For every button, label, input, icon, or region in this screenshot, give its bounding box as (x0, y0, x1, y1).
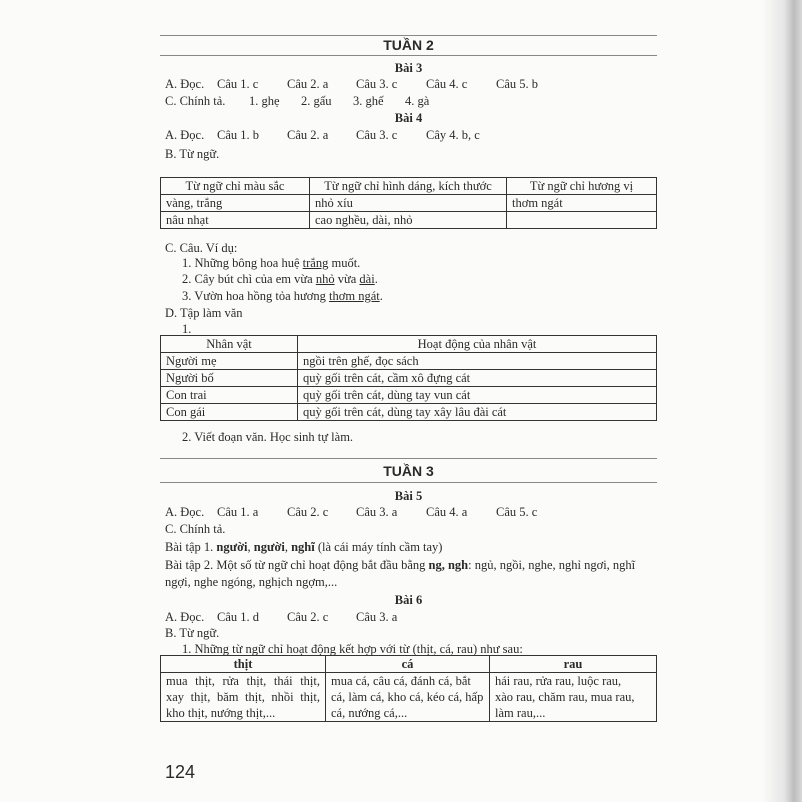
lesson-title: Bài 6 (394, 593, 423, 607)
text: . (374, 272, 378, 286)
answer: Câu 1. a (217, 505, 259, 519)
cell: nhỏ xíu (310, 195, 507, 212)
cell: Con trai (161, 387, 298, 404)
underlined-word: thơm ngát (329, 289, 380, 303)
text: vừa (334, 272, 360, 286)
label: A. Đọc. (165, 505, 205, 519)
underlined-word: dài (359, 272, 375, 286)
answer: Câu 3. a (356, 505, 398, 519)
answer: 4. gà (405, 94, 430, 108)
item-text: 1. Những từ ngữ chỉ hoạt động kết hợp với từ (thịt, cá, rau) như sau: (182, 642, 523, 656)
answer: Câu 2. c (287, 610, 329, 624)
answer: Câu 5. c (496, 505, 538, 519)
divider (160, 55, 657, 56)
answer-line (165, 93, 429, 109)
table-header: Từ ngữ chỉ hình dáng, kích thước (310, 178, 507, 195)
table-header: Nhân vật (161, 336, 298, 353)
text: muốt. (328, 256, 361, 270)
section-label: D. Tập làm văn (165, 306, 243, 320)
table-row (161, 370, 657, 387)
divider (160, 35, 657, 36)
answer: Câu 5. b (496, 77, 539, 91)
cell: cao nghều, dài, nhỏ (310, 212, 507, 229)
table-row (161, 195, 657, 212)
cell (490, 673, 657, 722)
table-header: thịt (161, 656, 326, 673)
cell (326, 673, 490, 722)
table-header: Từ ngữ chỉ màu sắc (161, 178, 310, 195)
lesson-title: Bài 5 (394, 489, 423, 503)
cell-line: mua thịt, rửa thịt, thái thịt, (166, 674, 320, 688)
table-row (161, 353, 657, 370)
cell (507, 212, 657, 229)
answer: Câu 2. a (287, 128, 329, 142)
cell-line: cá, làm cá, kho cá, kéo cá, hấp (331, 690, 484, 704)
answer-line (165, 504, 537, 520)
cell: quỳ gối trên cát, dùng tay vun cát (298, 387, 657, 404)
text: , (284, 540, 292, 554)
week-title: TUẦN 3 (383, 463, 434, 479)
item-text: 2. Viết đoạn văn. Học sinh tự làm. (182, 430, 354, 444)
example-sentence (182, 255, 360, 271)
answer: Câu 3. c (356, 77, 398, 91)
lesson-title: Bài 4 (394, 111, 423, 125)
cell (161, 673, 326, 722)
table-row (161, 212, 657, 229)
lesson-title: Bài 3 (394, 61, 423, 75)
section-label: B. Từ ngữ. (165, 626, 220, 640)
cell-line: xay thịt, băm thịt, nhồi thịt, (166, 690, 320, 704)
label: C. Chính tả. (165, 94, 226, 108)
table-header: Hoạt động của nhân vật (298, 336, 657, 353)
page-edge-shadow (762, 0, 802, 802)
cell: vàng, trắng (161, 195, 310, 212)
cell: Người bố (161, 370, 298, 387)
table-header: Từ ngữ chỉ hương vị (507, 178, 657, 195)
answer: Câu 2. a (287, 77, 329, 91)
cell-line: mua cá, câu cá, đánh cá, bắt (331, 674, 471, 688)
cell: quỳ gối trên cát, cầm xô đựng cát (298, 370, 657, 387)
table-row (161, 404, 657, 421)
example-sentence (182, 288, 383, 304)
answer: 2. gấu (301, 94, 332, 108)
section-label: B. Từ ngữ. (165, 147, 220, 161)
section-label: C. Chính tả. (165, 522, 226, 536)
cell-line: kho thịt, nướng thịt,... (166, 706, 276, 720)
cell: Người mẹ (161, 353, 298, 370)
exercise-line (165, 557, 635, 573)
text: . (379, 289, 383, 303)
table-header: rau (490, 656, 657, 673)
answer-line (165, 76, 538, 92)
text: 3. Vườn hoa hồng tỏa hương (182, 289, 330, 303)
underlined-word: trắng (302, 256, 329, 270)
text: , (247, 540, 254, 554)
example-sentence (182, 271, 378, 287)
text: 2. Cây bút chì của em vừa (182, 272, 316, 286)
table-header: cá (326, 656, 490, 673)
answer: Câu 4. c (426, 77, 468, 91)
cell-line: hái rau, rửa rau, luộc rau, (495, 674, 622, 688)
cell: nâu nhạt (161, 212, 310, 229)
text: 1. Những bông hoa huệ (182, 256, 303, 270)
answer-line (165, 127, 480, 143)
text: : ngủ, ngồi, nghe, nghỉ ngơi, nghĩ (468, 558, 636, 572)
divider (160, 458, 657, 459)
table-row (161, 387, 657, 404)
text: Bài tập 2. Một số từ ngữ chỉ hoạt động bắt đầu bằng (165, 558, 429, 572)
item-number: 1. (182, 322, 192, 336)
text: Bài tập 1. (165, 540, 217, 554)
word-table (160, 177, 657, 229)
bold-word: người (216, 540, 248, 554)
cell: quỳ gối trên cát, dùng tay xây lâu đài cát (298, 404, 657, 421)
answer: 3. ghế (353, 94, 384, 108)
answer: Câu 2. c (287, 505, 329, 519)
answer: Câu 1. c (217, 77, 259, 91)
bold-word: nghĩ (291, 540, 315, 554)
text: (là cái máy tính cầm tay) (314, 540, 443, 554)
bold-word: người (253, 540, 285, 554)
answer: Câu 3. a (356, 610, 398, 624)
underlined-word: nhỏ (315, 272, 335, 286)
answer-line (165, 609, 397, 625)
answer: 1. ghẹ (249, 94, 280, 108)
cell: thơm ngát (507, 195, 657, 212)
table-row (161, 673, 657, 722)
character-table (160, 335, 657, 421)
answer: Câu 1. d (217, 610, 260, 624)
exercise-line (165, 539, 442, 555)
food-activity-table (160, 655, 657, 722)
bold-word: ng, ngh (428, 558, 469, 572)
exercise-line: ngợi, nghe ngóng, nghịch ngợm,... (165, 575, 338, 589)
cell: ngồi trên ghế, đọc sách (298, 353, 657, 370)
answer: Cây 4. b, c (426, 128, 480, 142)
cell: Con gái (161, 404, 298, 421)
label: A. Đọc. (165, 77, 205, 91)
cell-line: cá, nướng cá,... (331, 706, 408, 720)
label: A. Đọc. (165, 128, 205, 142)
section-label: C. Câu. Ví dụ: (165, 241, 238, 255)
cell-line: làm rau,... (495, 706, 546, 720)
answer: Câu 1. b (217, 128, 260, 142)
divider (160, 482, 657, 483)
label: A. Đọc. (165, 610, 205, 624)
cell-line: xào rau, chăm rau, mua rau, (495, 690, 635, 704)
answer: Câu 4. a (426, 505, 468, 519)
week-title: TUẦN 2 (383, 37, 434, 53)
page-number: 124 (165, 762, 196, 782)
answer: Câu 3. c (356, 128, 398, 142)
